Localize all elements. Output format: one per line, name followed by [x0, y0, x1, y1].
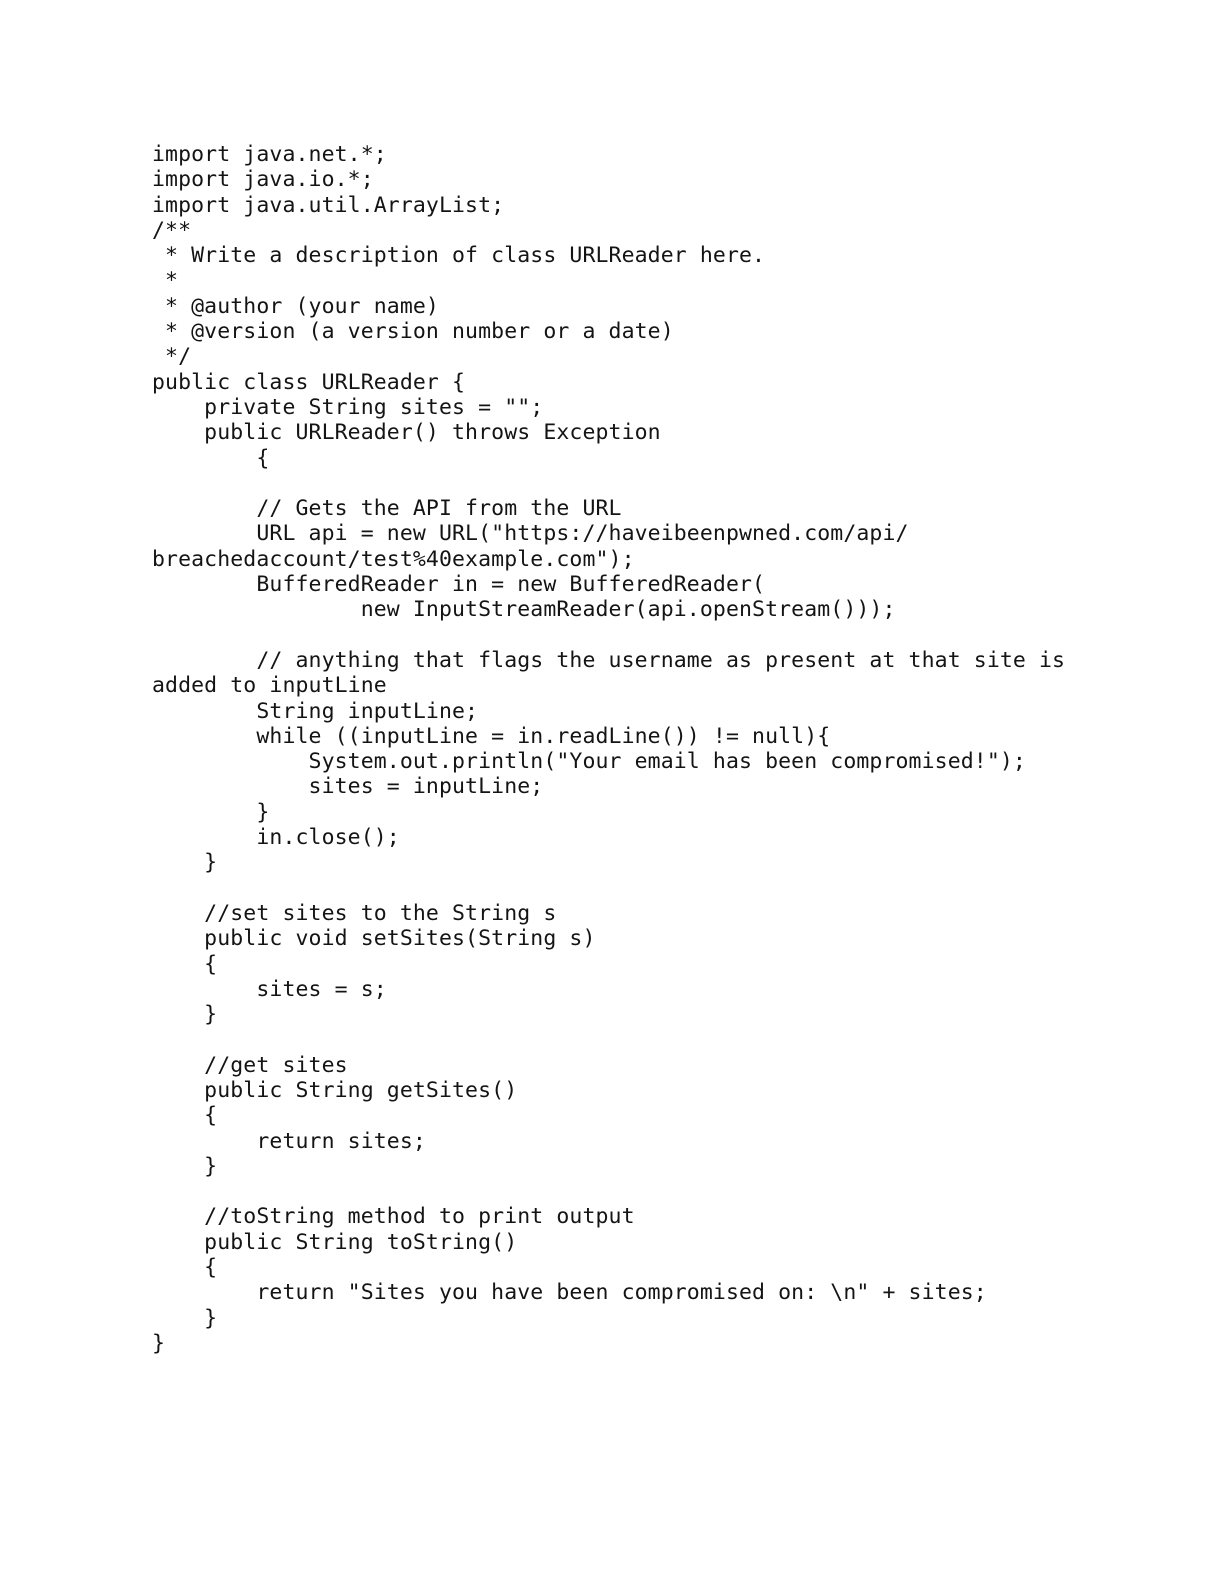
code-line: System.out.println("Your email has been compromised!");: [152, 749, 1026, 775]
code-line: //toString method to print output: [152, 1204, 635, 1230]
code-line: }: [152, 850, 218, 876]
code-line: in.close();: [152, 825, 400, 851]
code-line: String inputLine;: [152, 698, 479, 724]
code-line: }: [152, 799, 270, 825]
code-line: public void setSites(String s): [152, 926, 596, 952]
code-line: return sites;: [152, 1128, 426, 1154]
code-line: //set sites to the String s: [152, 900, 557, 926]
code-line: // anything that flags the username as present at that site is: [152, 647, 1066, 673]
code-line: }: [152, 1002, 218, 1028]
code-line: [152, 876, 1192, 901]
code-line: }: [152, 1330, 166, 1356]
code-line: import java.net.*;: [152, 142, 387, 167]
code-line: */: [152, 344, 192, 370]
code-line: *: [152, 268, 179, 294]
code-line: new InputStreamReader(api.openStream()));: [152, 597, 896, 623]
code-line: sites = s;: [152, 976, 387, 1002]
code-line: added to inputLine: [152, 673, 387, 699]
code-line: public String getSites(): [152, 1077, 518, 1103]
code-line: {: [152, 445, 270, 471]
code-line: URL api = new URL("https://haveibeenpwned.com/api/: [152, 521, 909, 547]
code-listing: [152, 142, 1192, 1356]
code-line: breachedaccount/test%40example.com");: [152, 546, 635, 572]
code-line: * @version (a version number or a date): [152, 319, 674, 345]
code-line: [152, 623, 1192, 648]
code-line: {: [152, 951, 218, 977]
code-line: * @author (your name): [152, 293, 439, 319]
code-line: }: [152, 1305, 218, 1331]
code-line: import java.util.ArrayList;: [152, 192, 505, 218]
code-line: /**: [152, 217, 192, 243]
code-line: BufferedReader in = new BufferedReader(: [152, 572, 766, 598]
code-line: return "Sites you have been compromised on: \n" + sites;: [152, 1280, 987, 1306]
code-line: // Gets the API from the URL: [152, 496, 622, 522]
code-line: import java.io.*;: [152, 167, 374, 193]
code-line: {: [152, 1255, 218, 1281]
code-line: {: [152, 1103, 218, 1129]
code-line: }: [152, 1153, 218, 1179]
code-line: sites = inputLine;: [152, 774, 544, 800]
code-line: public URLReader() throws Exception: [152, 420, 661, 446]
code-line: //get sites: [152, 1052, 348, 1078]
code-line: public String toString(): [152, 1229, 518, 1255]
code-line: [152, 471, 1192, 496]
code-line: public class URLReader {: [152, 369, 466, 395]
code-line: private String sites = "";: [152, 394, 544, 420]
code-line: while ((inputLine = in.readLine()) != null){: [152, 723, 831, 749]
code-line: [152, 1179, 1192, 1204]
code-line: [152, 1027, 1192, 1052]
code-line: * Write a description of class URLReader here.: [152, 243, 766, 269]
